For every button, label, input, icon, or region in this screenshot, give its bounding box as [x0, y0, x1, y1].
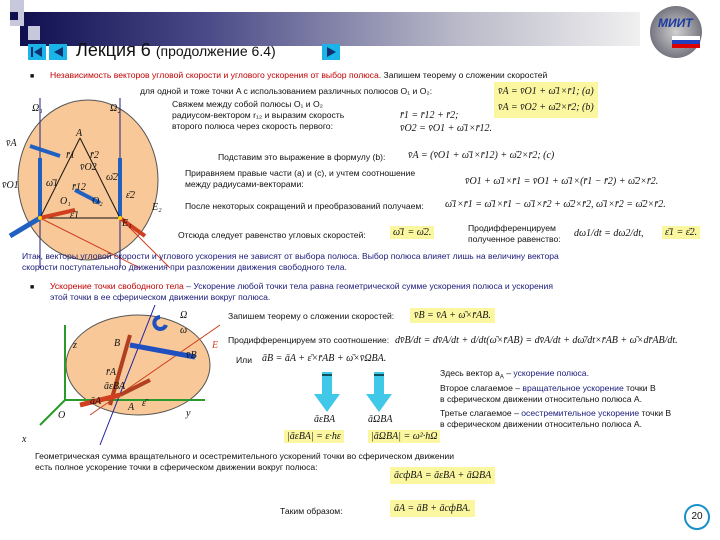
- decor-square: [10, 12, 18, 20]
- label-aBA: āεBA: [104, 381, 126, 392]
- bullet-icon: ■: [30, 284, 35, 291]
- label-E2: E₂: [152, 202, 162, 213]
- link-text: Свяжем между собой полюсы O₁ и O₂ радиусом-вектором r₁₂ и выразим скорость второго полюса через скорость первого:: [172, 99, 345, 131]
- label-vO2: v̄O2: [80, 162, 97, 173]
- after-equation: ω̄1×r̄1 = ω̄1×r̄1 − ω̄1×r̄2 + ω̄2×r̄2, ω̄1×r̄2 = ω̄2×r̄2.: [445, 199, 666, 210]
- label-A2: A: [128, 402, 135, 413]
- first-slide-button[interactable]: [28, 44, 46, 60]
- down-arrow-icon: [366, 372, 392, 412]
- label-rA: r̄A: [106, 367, 116, 378]
- derivative-equation: dv̄B/dt = dv̄A/dt + d/dt(ω̄×r̄AB) = dv̄A/dt + dω̄/dt×r̄AB + ω̄×dr̄AB/dt.: [395, 335, 678, 346]
- section1-intro: Независимость векторов угловой скорости и углового ускорения от выбор полюса. Запишем теорему о сложении скоростей: [50, 70, 548, 80]
- rotational-accel-label: āεBA: [314, 414, 336, 425]
- epsilon-equality: ε̄1 = ε̄2.: [662, 226, 700, 239]
- equation-c: v̄A = (v̄O1 + ω̄1×r̄12) + ω̄2×r̄2; (c): [408, 150, 555, 161]
- second-term-text: Второе слагаемое – вращательное ускорение точки B в сферическом движении относительно полюса A.: [440, 383, 656, 404]
- prev-slide-button[interactable]: [49, 44, 67, 60]
- page-subtitle: (продолжение 6.4): [155, 43, 276, 59]
- subst-text: Подставим это выражение в формулу (b):: [218, 152, 386, 162]
- hence-text: Отсюда следует равенство угловых скоростей:: [178, 230, 366, 240]
- label-O1: O₁: [60, 196, 71, 207]
- label-omega1: Ω₁: [32, 103, 43, 114]
- label-B: B: [114, 338, 121, 349]
- equate-equation: v̄O1 + ω̄1×r̄1 = v̄O1 + ω̄1×(r̄1 − r̄2) + ω̄2×r̄2.: [465, 176, 659, 187]
- label-y: y: [186, 408, 191, 419]
- logo: МИИТ: [650, 6, 702, 58]
- decor-square: [28, 26, 40, 40]
- label-vO1: v̄O1: [2, 180, 19, 191]
- theorem-text: Запишем теорему о сложении скоростей:: [228, 311, 395, 321]
- label-w1: ω̄1: [46, 178, 59, 189]
- rotational-magnitude: |āεBA| = ε·hε: [284, 430, 344, 443]
- label-r2: r̄2: [90, 150, 99, 161]
- diagram-free-body: [20, 305, 220, 450]
- thus-text: Таким образом:: [280, 506, 343, 516]
- label-r1: r̄1: [66, 150, 75, 161]
- or-text: Или: [236, 355, 252, 365]
- label-Omega: Ω: [180, 310, 188, 321]
- final-equation: āA = āB + āсфBA.: [390, 500, 475, 517]
- label-vA: v̄A: [6, 138, 17, 149]
- velocity-equations: v̄A = v̄O1 + ω̄1×r̄1; (a) v̄A = v̄O2 + ω̄2×r̄2; (b): [494, 82, 598, 118]
- label-w2: ω̄2: [106, 172, 119, 183]
- down-arrow-icon: [314, 372, 340, 412]
- next-slide-button[interactable]: [322, 44, 340, 60]
- spherical-accel-equation: āсфBA = āεBA + āΩBA: [390, 467, 495, 484]
- label-E: E: [212, 340, 219, 351]
- label-O2: O₂: [92, 196, 103, 207]
- flag-icon: [672, 36, 700, 48]
- label-eps: ε̄: [142, 398, 146, 409]
- vb-equation: v̄B = v̄A + ω̄×r̄AB.: [410, 308, 495, 323]
- third-term-text: Третье слагаемое – осестремительное ускорение точки B в сферическом движении относительно полюса A.: [440, 408, 672, 429]
- section1-intro-line2: для одной и тоже точки A с использованием различных полюсов O₁ и O₂:: [140, 86, 433, 96]
- acceleration-equation: āB = āA + ε̄×r̄AB + ω̄×v̄ΩBA.: [262, 353, 387, 364]
- diff-text: Продифференцируем полученное равенство:: [468, 223, 561, 244]
- section2-heading: Ускорение точки свободного тела – Ускорение любой точки тела равна геометрической сумме ускорения полюса и ускорения этой точки в ее сферическом движении вокруг полюса.: [50, 281, 553, 302]
- bullet-icon: ■: [30, 73, 35, 80]
- here-text: Здесь вектор $a_A$ – ускорение полюса.: [440, 368, 589, 381]
- label-omega2: Ω₂: [110, 103, 121, 114]
- centripetal-accel-label: āΩBA: [368, 414, 393, 425]
- diagram-two-poles: [0, 98, 175, 268]
- after-text: После некоторых сокращений и преобразований получаем:: [185, 201, 424, 211]
- label-vB: v̄B: [186, 350, 197, 361]
- label-r12: r̄12: [72, 182, 86, 193]
- equate-text: Приравняем правые части (a) и (c), и учтем соотношение между радиусами-векторами:: [185, 168, 416, 189]
- diff-text-2: Продифференцируем это соотношение:: [228, 335, 390, 345]
- label-x: x: [22, 434, 27, 445]
- page-title: Лекция 6 (продолжение 6.4): [76, 40, 276, 60]
- label-aA: āA: [90, 396, 102, 407]
- pole-equations: r̄1 = r̄12 + r̄2; v̄O2 = v̄O1 + ω̄1×r̄12.: [400, 110, 493, 134]
- label-z: z: [73, 340, 77, 351]
- label-omega: ω: [180, 325, 188, 336]
- label-e2: ε̄2: [126, 190, 135, 201]
- label-A: A: [76, 128, 83, 139]
- geom-sum-text: Геометрическая сумма вращательного и осестремительного ускорений точки во сферическом движении есть полное ускорение точки в сферическом движении вокруг полюса:: [35, 451, 454, 472]
- label-O: O: [58, 410, 66, 421]
- page-number: 20: [684, 504, 710, 530]
- omega-equality: ω̄1 = ω̄2.: [390, 226, 434, 239]
- conclusion-text: Итак, векторы угловой скорости и углового ускорения не зависят от выбора полюса. Выбор полюса влияет лишь на величину вектора скорости поступательного движения при разложении движения свободного тела.: [22, 251, 559, 272]
- label-e1: ε̄1: [70, 210, 79, 221]
- label-E1: E₁: [122, 218, 132, 229]
- centripetal-magnitude: |āΩBA| = ω²·hΩ: [368, 430, 440, 443]
- diff-equation: dω1/dt = dω2/dt,: [574, 228, 644, 239]
